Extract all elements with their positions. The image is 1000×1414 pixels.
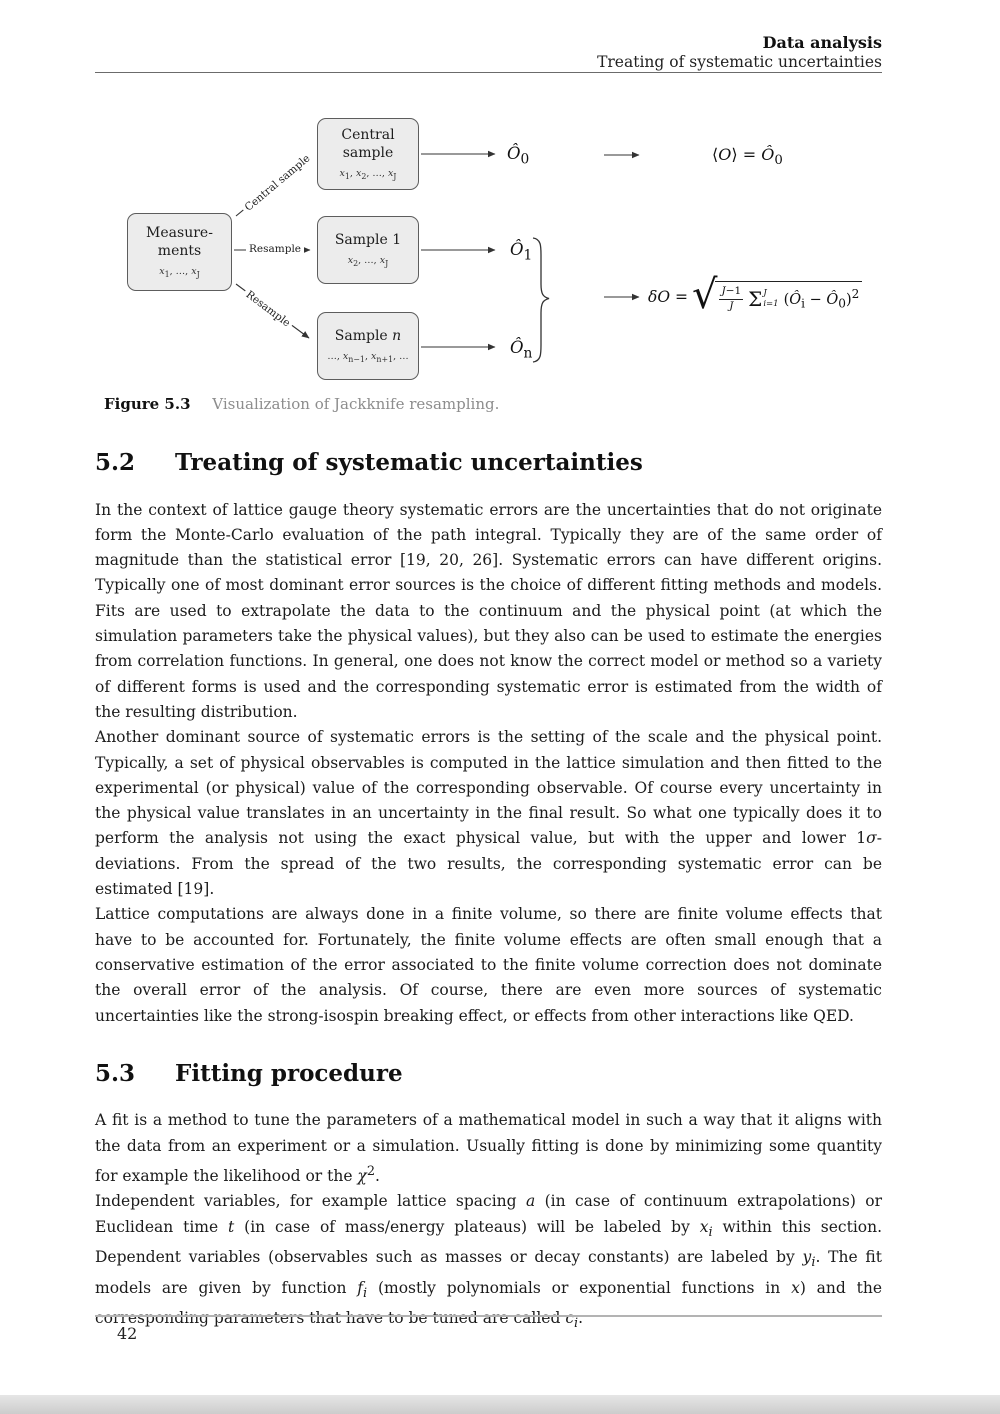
section-number: 5.2 xyxy=(95,449,136,476)
figure-caption xyxy=(104,395,499,413)
section-heading-5-3 xyxy=(95,1060,882,1088)
output-on: $Ô_n$ xyxy=(510,338,533,362)
summation-lower: i=1 xyxy=(763,299,779,309)
error-equation xyxy=(648,272,862,322)
fraction xyxy=(719,285,743,312)
footer-rule xyxy=(95,1315,882,1317)
edge-label-resample-1: Resample xyxy=(246,243,304,255)
fraction-denominator: J xyxy=(729,299,734,312)
sample-1-box-sub: $x_2$, …, $x_J$ xyxy=(347,254,389,268)
page-edge-shadow xyxy=(0,1395,1000,1414)
figure-caption-label: Figure 5.3 xyxy=(104,395,191,413)
central-sample-box-title: Central sample xyxy=(341,127,395,162)
paragraph: Another dominant source of systematic errors is the setting of the scale and the physical point. Typically, a set of physical observables is computed in the lattice simulation and then fitted to the experimental (or physical) value of the corresponding observable. Of course every uncertainty in the physical value translates in an uncertainty in the final result. So what one typically does it to perform the analysis not using the exact physical value, but with the upper and lower 1σ-deviations. From the spread of the two results, the corresponding systematic error can be estimated [19]. xyxy=(95,728,882,899)
sample-n-box-sub: …, $x_{n-1}$, $x_{n+1}$, … xyxy=(327,350,409,364)
paragraph: A fit is a method to tune the parameters of a mathematical model in such a way that it aligns with the data from an experiment or a simulation. Usually fitting is done by minimizing some quantity for example the likelihood or the $\chi^2$. xyxy=(95,1111,882,1186)
sqrt-sign: √ xyxy=(691,272,718,318)
paragraph: In the context of lattice gauge theory systematic errors are the uncertainties that do not originate form the Monte-Carlo evaluation of the path integral. Typically they are of the same order of magnitude than the statistical error [19, 20, 26]. Systematic errors can have different origins. Typically one of most dominant error sources is the choice of different fitting methods and models. Fits are used to extrapolate the data to the continuum and the physical point (at which the simulation parameters take the physical values), but they also can be used to estimate the energies from correlation functions. In general, one does not know the correct model or method so a variety of different forms is used and the corresponding systematic error is estimated from the width of the resulting distribution. xyxy=(95,500,882,721)
section-number: 5.3 xyxy=(95,1059,136,1087)
jackknife-figure xyxy=(0,0,1000,440)
edge-label-resample-2: Resample xyxy=(241,287,295,332)
output-o1: $Ô_1$ xyxy=(510,240,533,264)
summation xyxy=(748,288,778,311)
paragraph: Lattice computations are always done in a finite volume, so there are finite volume effects that have to be accounted for. Fortunately, the finite volume effects are often small enough that a conservative estimation of the error associated to the finite volume correction does not dominate the overall error of the analysis. Of course, there are even more sources of systematic uncertainties like the strong-isospin breaking effect, or effects from other interactions like QED. xyxy=(95,905,882,1025)
figure-caption-text: Visualization of Jackknife resampling. xyxy=(212,395,500,413)
fraction-numerator: J−1 xyxy=(719,285,743,299)
radicand xyxy=(715,281,862,312)
header-section: Treating of systematic uncertainties xyxy=(597,53,882,72)
error-equation-body: ($Ô_i$ − $Ô_0)^2$ xyxy=(783,287,860,311)
error-equation-lhs: δO = xyxy=(648,288,688,306)
edge-label-central-sample: Central sample xyxy=(240,150,314,215)
sample-n-box xyxy=(317,312,419,380)
measurements-box xyxy=(127,213,232,291)
section-title: Fitting procedure xyxy=(175,1059,403,1087)
page-number: 42 xyxy=(117,1324,138,1343)
mean-equation: ⟨O⟩ = $Ô_0$ xyxy=(712,145,783,169)
brace xyxy=(533,238,549,362)
sample-n-box-title: Sample n xyxy=(334,328,402,345)
output-o0: $Ô_0$ xyxy=(507,144,530,168)
central-sample-box-sub: $x_1$, $x_2$, …, $x_J$ xyxy=(339,167,397,181)
summation-upper: J xyxy=(763,287,767,298)
central-sample-box xyxy=(317,118,419,190)
sample-1-box xyxy=(317,216,419,284)
paragraph: Independent variables, for example lattice spacing a (in case of continuum extrapolations) or Euclidean time t (in case of mass/energy plateaus) will be labeled by $x_i$ within this section. Dependent variables (observables such as masses or decay constants) are labeled by $y_i$. The fit models are given by function $f_i$ (mostly polynomials or exponential functions in x) and the corresponding parameters that have to be tuned are called $c_i$. xyxy=(95,1192,883,1332)
measurements-box-sub: $x_1$, …, $x_J$ xyxy=(159,265,200,279)
section-title: Treating of systematic uncertainties xyxy=(175,449,643,476)
measurements-box-title: Measure- ments xyxy=(146,225,213,260)
sample-1-box-title: Sample 1 xyxy=(334,232,402,249)
header-chapter: Data analysis xyxy=(762,33,882,52)
section-heading-5-2 xyxy=(95,449,882,477)
page-content xyxy=(95,449,882,1336)
sigma-sign: Σ xyxy=(748,287,763,311)
summation-limits xyxy=(763,288,778,311)
